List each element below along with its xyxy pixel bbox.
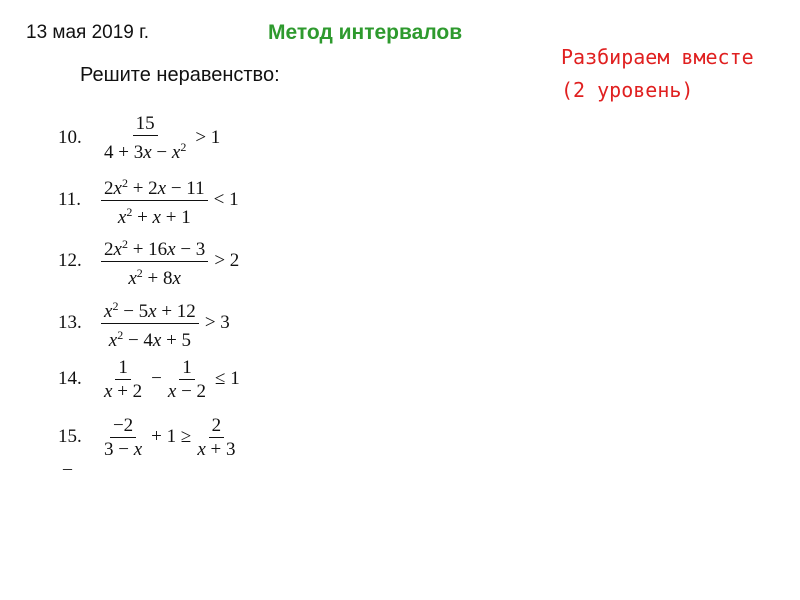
problem-13: 13. $\frac{x^2 - 5x + 12}{x^2 - 4x + 5}$ > 3	[58, 300, 230, 346]
problem-number: 12.	[58, 250, 82, 271]
date-label: 13 мая 2019 г.	[26, 22, 150, 43]
stray-dash: –	[63, 458, 72, 478]
problem-12: 12. $\frac{2x^2 + 16x - 3}{x^2 + 8x}$ > 2	[58, 238, 239, 284]
problem-number: 10.	[58, 127, 82, 148]
problem-number: 15.	[58, 426, 82, 447]
fraction: $\frac{15}{4 + 3x - x^2}$	[104, 113, 187, 163]
level-note	[561, 41, 754, 107]
level-note-line-1: Разбираем вместе	[561, 45, 754, 69]
problem-14: 14. $\frac{1}{x + 2}$ − $\frac{1}{x - 2}$ ≤ 1	[58, 356, 240, 402]
fraction: $\frac{2}{x + 3}$	[197, 414, 236, 460]
fraction: $\frac{2x^2 + 2x - 11}{x^2 + x + 1}$	[101, 173, 208, 228]
problem-15: 15. $\frac{-2}{3 - x}$ + 1 ≥ $\frac{2}{x + 3}$	[58, 414, 241, 460]
problem-10: 10. $\frac{15}{4 + 3x - x^2}$ > 1	[58, 113, 221, 163]
fraction: $\frac{1}{x + 2}$	[104, 356, 143, 402]
problem-number: 13.	[58, 312, 82, 333]
fraction: $\frac{-2}{3 - x}$	[104, 414, 143, 460]
page-title: Метод интервалов	[268, 21, 463, 44]
problem-number: 14.	[58, 368, 82, 389]
level-note-line-2: (2 уровень)	[561, 78, 694, 102]
fraction: $\frac{1}{x - 2}$	[167, 356, 207, 402]
problem-number: 11.	[58, 189, 82, 210]
fraction: $\frac{x^2 - 5x + 12}{x^2 - 4x + 5}$	[101, 296, 199, 351]
problem-11: 11. $\frac{2x^2 + 2x - 11}{x^2 + x + 1}$ < 1	[58, 177, 239, 223]
instruction-text: Решите неравенство:	[80, 64, 280, 86]
fraction: $\frac{2x^2 + 16x - 3}{x^2 + 8x}$	[101, 234, 208, 289]
